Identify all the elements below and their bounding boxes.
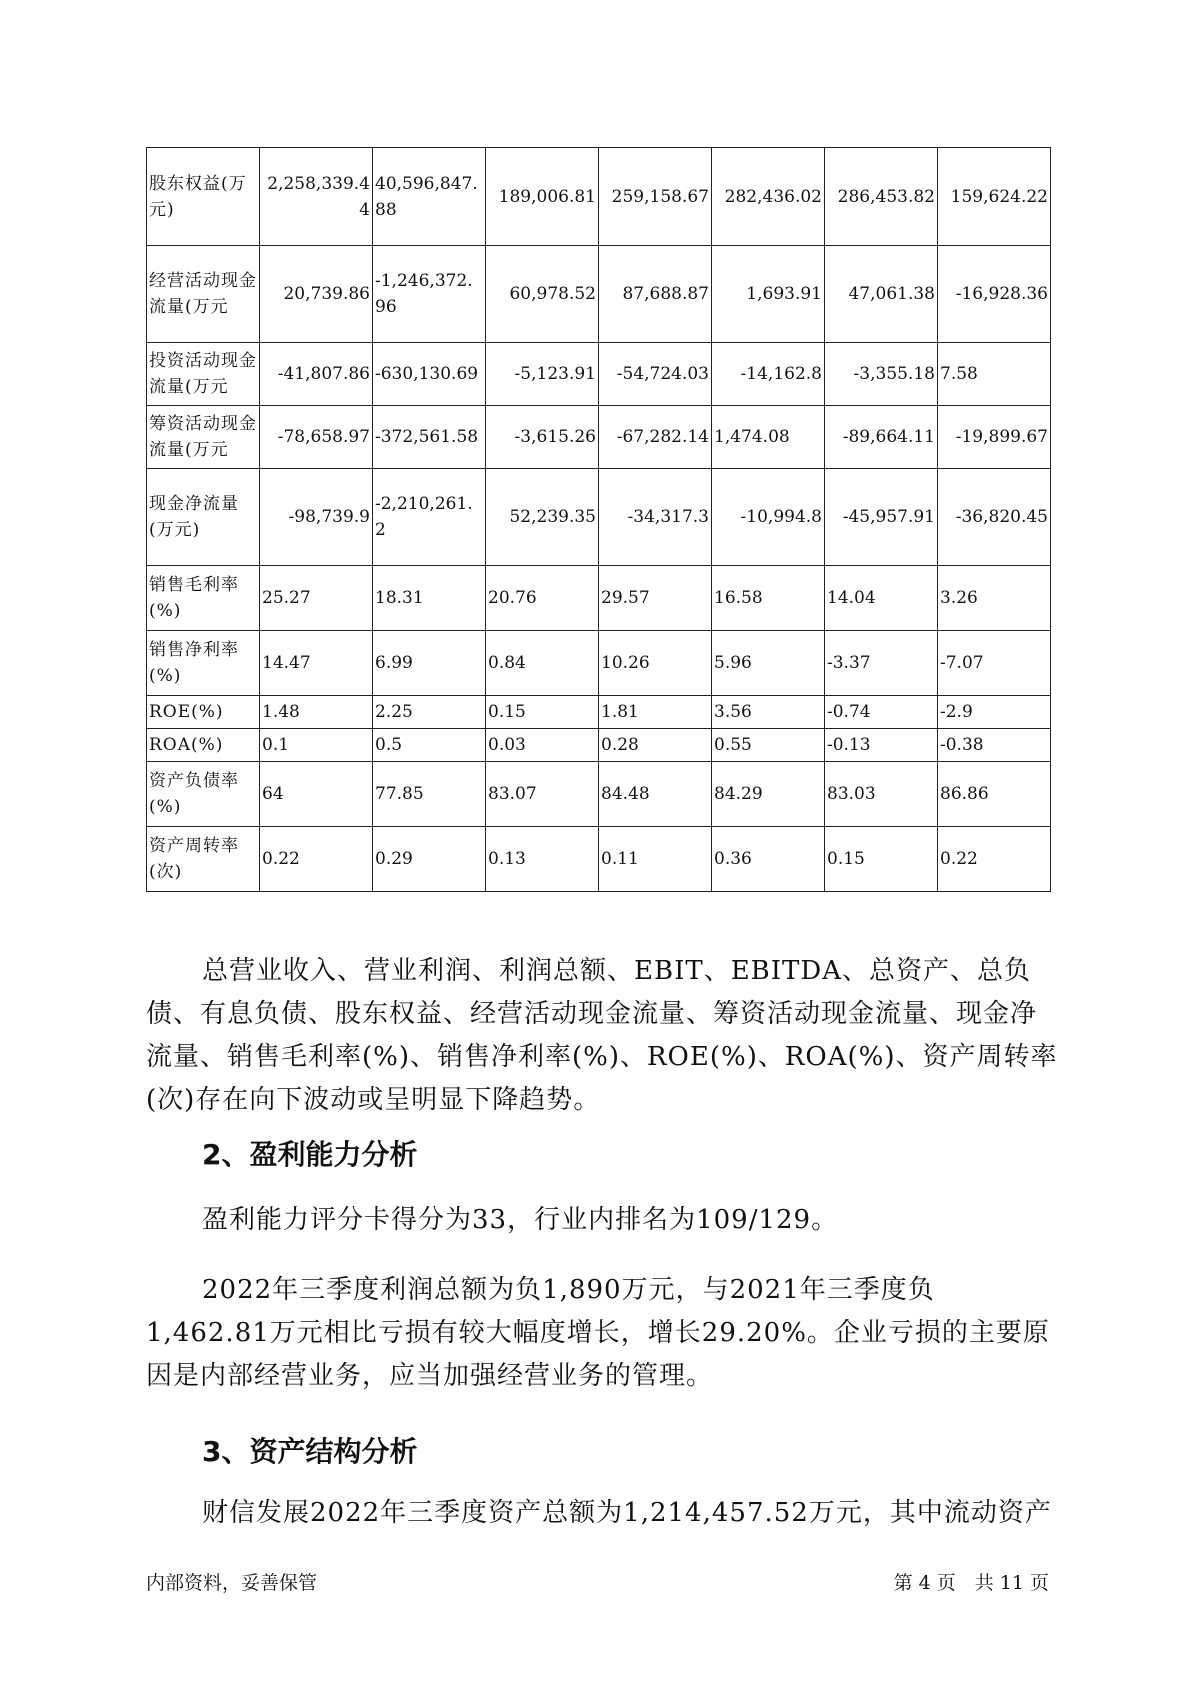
table-cell: 16.58 [712,566,825,631]
table-cell: 25.27 [260,566,373,631]
table-cell: -7.07 [938,631,1051,696]
table-cell: 87,688.87 [599,246,712,343]
table-cell: 0.13 [486,827,599,892]
table-row [147,148,1051,246]
table-cell: 0.29 [373,827,486,892]
table-cell: 20,739.86 [260,246,373,343]
footer-page-number: 第 4 页 共 11 页 [893,1572,1049,1594]
table-cell: -0.38 [938,729,1051,762]
table-cell: 189,006.81 [486,148,599,246]
table-cell: 47,061.38 [825,246,938,343]
table-cell: 3.56 [712,696,825,729]
table-cell: -98,739.9 [260,469,373,566]
table-cell: -16,928.36 [938,246,1051,343]
table-cell: 14.04 [825,566,938,631]
table-row [147,827,1051,892]
table-cell: -14,162.8 [712,343,825,406]
table-row [147,469,1051,566]
table-cell: 0.36 [712,827,825,892]
table-cell: 286,453.82 [825,148,938,246]
row-label: 经营活动现金流量(万元 [147,246,260,343]
section-heading-profitability: 2、盈利能力分析 [202,1138,418,1171]
asset-structure-paragraph: 财信发展2022年三季度资产总额为1,214,457.52万元，其中流动资产 [202,1498,1052,1528]
table-cell: 0.84 [486,631,599,696]
table-row [147,762,1051,827]
table-cell: 0.55 [712,729,825,762]
table-cell: -41,807.86 [260,343,373,406]
table-cell: 1,474.08 [712,406,825,469]
row-label: ROE(%) [147,696,260,729]
table-row [147,631,1051,696]
table-cell: 83.07 [486,762,599,827]
table-cell: 1,693.91 [712,246,825,343]
table-row [147,246,1051,343]
profit-analysis-paragraph: 2022年三季度利润总额为负1,890万元，与2021年三季度负1,462.81万元相比亏损有较大幅度增长，增长29.20%。企业亏损的主要原因是内部经营业务，应当加强经营业务的管理。 [146,1275,1050,1391]
table-cell: 2,258,339.44 [260,148,373,246]
table-cell: 0.15 [486,696,599,729]
row-label: 资产周转率(次) [147,827,260,892]
table-cell: -3.37 [825,631,938,696]
table-cell: 60,978.52 [486,246,599,343]
row-label: 销售净利率(%) [147,631,260,696]
table-row [147,696,1051,729]
table-cell: 0.28 [599,729,712,762]
table-row [147,566,1051,631]
table-cell: -372,561.58 [373,406,486,469]
table-cell: 1.48 [260,696,373,729]
table-cell: -78,658.97 [260,406,373,469]
table-row [147,343,1051,406]
table-cell: 52,239.35 [486,469,599,566]
row-label: 资产负债率(%) [147,762,260,827]
table-cell: -2,210,261.2 [373,469,486,566]
table-cell: 77.85 [373,762,486,827]
table-cell: 40,596,847.88 [373,148,486,246]
table-cell: 2.25 [373,696,486,729]
row-label: 投资活动现金流量(万元 [147,343,260,406]
table-cell: 6.99 [373,631,486,696]
table-cell: 0.1 [260,729,373,762]
table-cell: -45,957.91 [825,469,938,566]
table-cell: 0.22 [938,827,1051,892]
table-cell: 0.5 [373,729,486,762]
table-cell: 7.58 [938,343,1051,406]
table-cell: -10,994.8 [712,469,825,566]
table-cell: 10.26 [599,631,712,696]
table-cell: -67,282.14 [599,406,712,469]
table-cell: 259,158.67 [599,148,712,246]
table-cell: 0.11 [599,827,712,892]
table-cell: 18.31 [373,566,486,631]
row-label: 筹资活动现金流量(万元 [147,406,260,469]
table-cell: -3,355.18 [825,343,938,406]
table-cell: -36,820.45 [938,469,1051,566]
row-label: 股东权益(万元) [147,148,260,246]
section-heading-asset-structure: 3、资产结构分析 [202,1435,418,1468]
financial-indicator-table [146,147,1051,892]
table-cell: 29.57 [599,566,712,631]
table-cell: 20.76 [486,566,599,631]
table-cell: -3,615.26 [486,406,599,469]
table-cell: 0.03 [486,729,599,762]
table-row [147,406,1051,469]
footer-confidential-note: 内部资料，妥善保管 [146,1572,318,1594]
table-cell: 1.81 [599,696,712,729]
row-label: ROA(%) [147,729,260,762]
table-cell: 0.15 [825,827,938,892]
trend-summary-paragraph: 总营业收入、营业利润、利润总额、EBIT、EBITDA、总资产、总负债、有息负债、股东权益、经营活动现金流量、筹资活动现金流量、现金净流量、销售毛利率(%)、销售净利率(%)、ROE(%)、ROA(%)、资产周转率(次)存在向下波动或呈明显下降趋势。 [146,956,1058,1115]
table-cell: -89,664.11 [825,406,938,469]
table-cell: -0.13 [825,729,938,762]
table-cell: 84.48 [599,762,712,827]
table-cell: 84.29 [712,762,825,827]
table-cell: -2.9 [938,696,1051,729]
table-cell: -34,317.3 [599,469,712,566]
table-row [147,729,1051,762]
table-cell: 64 [260,762,373,827]
row-label: 现金净流量(万元) [147,469,260,566]
table-cell: 0.22 [260,827,373,892]
table-cell: 282,436.02 [712,148,825,246]
table-cell: -19,899.67 [938,406,1051,469]
table-cell: -630,130.69 [373,343,486,406]
table-cell: -0.74 [825,696,938,729]
table-cell: 83.03 [825,762,938,827]
table-cell: 159,624.22 [938,148,1051,246]
table-cell: 86.86 [938,762,1051,827]
table-cell: 14.47 [260,631,373,696]
table-cell: -1,246,372.96 [373,246,486,343]
table-cell: 5.96 [712,631,825,696]
table-cell: 3.26 [938,566,1051,631]
profitability-score-paragraph: 盈利能力评分卡得分为33，行业内排名为109/129。 [202,1205,839,1235]
table-cell: -5,123.91 [486,343,599,406]
row-label: 销售毛利率(%) [147,566,260,631]
table-cell: -54,724.03 [599,343,712,406]
